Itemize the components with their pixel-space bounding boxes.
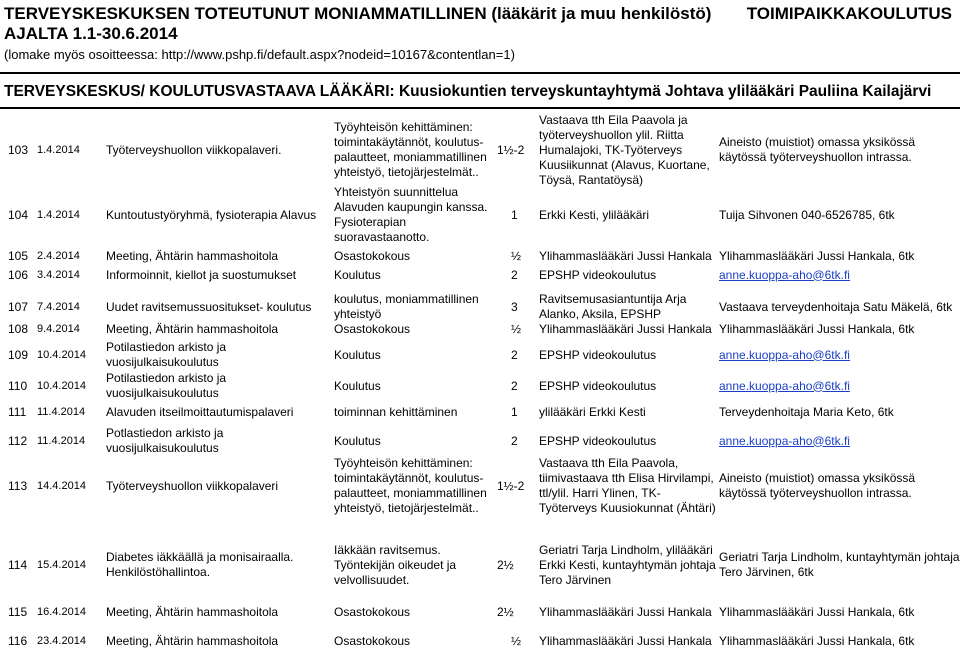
cell-topic: Meeting, Ähtärin hammashoitola <box>106 633 279 648</box>
cell-no: 106 <box>8 267 29 282</box>
cell-contact: Ylihammaslääkäri Jussi Hankala, 6tk <box>719 248 915 263</box>
cell-content: Alavuden kaupungin kanssa. <box>334 200 488 214</box>
cell-topic: Uudet ravitsemussuositukset- koulutus <box>106 299 312 314</box>
cell-hours: ½ <box>511 321 522 336</box>
cell-trainer: ylilääkäri Erkki Kesti <box>539 404 646 419</box>
cell-topic: Henkilöstöhallintoa. <box>106 565 211 579</box>
cell-trainer: työterveyshuollon ylil. Riitta <box>539 127 684 142</box>
cell-topic: vuosijulkaisukoulutus <box>106 386 219 400</box>
section-heading: TERVEYSKESKUS/ KOULUTUSVASTAAVA LÄÄKÄRI: Kuusiokuntien terveyskuntayhtymä Johtava ylilääkäri Pauliina Kailajärvi <box>4 83 932 100</box>
cell-trainer: Humalajoki, TK-Työterveys <box>539 142 683 157</box>
cell-trainer: EPSHP videokoulutus <box>539 267 657 282</box>
cell-hours: ½ <box>511 633 522 648</box>
cell-no: 114 <box>8 557 28 572</box>
cell-contact: Geriatri Tarja Lindholm, kuntayhtymän johtaja <box>719 550 960 564</box>
cell-trainer: Geriatri Tarja Lindholm, ylilääkäri <box>539 542 713 557</box>
cell-topic: vuosijulkaisukoulutus <box>106 355 219 369</box>
cell-content: Työyhteisön kehittäminen: <box>334 120 473 134</box>
cell-trainer: EPSHP videokoulutus <box>539 433 657 448</box>
cell-contact: Aineisto (muistiot) omassa yksikössä <box>719 135 916 149</box>
cell-trainer: ttl/ylil. Harri Ylinen, TK- <box>539 486 661 500</box>
cell-date: 10.4.2014 <box>37 379 86 392</box>
cell-content: Työyhteisön kehittäminen: <box>334 456 473 470</box>
cell-trainer: Töysä, Rantatöysä) <box>539 172 644 187</box>
cell-no: 104 <box>8 207 29 222</box>
cell-contact: käytössä työterveyshuollon intrassa. <box>719 150 912 164</box>
cell-contact: Vastaava terveydenhoitaja Satu Mäkelä, 6tk <box>719 299 953 314</box>
cell-content: koulutus, moniammatillinen <box>334 292 479 306</box>
cell-topic: Meeting, Ähtärin hammashoitola <box>106 248 279 263</box>
cell-trainer: Ylihammaslääkäri Jussi Hankala <box>539 248 712 263</box>
cell-contact[interactable]: anne.kuoppa-aho@6tk.fi <box>719 347 850 362</box>
cell-date: 15.4.2014 <box>37 558 86 571</box>
cell-hours: 1½-2 <box>497 142 525 157</box>
cell-trainer: Vastaava tth Eila Paavola, <box>539 456 679 470</box>
cell-no: 111 <box>8 404 27 419</box>
cell-date: 16.4.2014 <box>37 605 86 618</box>
cell-date: 14.4.2014 <box>37 479 86 492</box>
cell-content: yhteistyö, tietojärjestelmät.. <box>334 501 479 515</box>
cell-trainer: EPSHP videokoulutus <box>539 378 657 393</box>
cell-topic: Potilastiedon arkisto ja <box>106 371 227 385</box>
cell-date: 2.4.2014 <box>37 249 80 262</box>
cell-content: toiminnan kehittäminen <box>334 404 458 419</box>
cell-topic: Meeting, Ähtärin hammashoitola <box>106 321 279 336</box>
page-title-line1: TERVEYSKESKUKSEN TOTEUTUNUT MONIAMMATILLINEN (lääkärit ja muu henkilöstö) <box>4 4 712 23</box>
cell-hours: 2 <box>511 433 518 448</box>
cell-contact: Ylihammaslääkäri Jussi Hankala, 6tk <box>719 321 915 336</box>
cell-date: 23.4.2014 <box>37 634 86 647</box>
cell-hours: 1 <box>511 207 518 222</box>
cell-content: Koulutus <box>334 267 381 282</box>
cell-date: 3.4.2014 <box>37 268 80 281</box>
cell-no: 115 <box>8 604 28 619</box>
cell-no: 105 <box>8 248 29 263</box>
cell-date: 10.4.2014 <box>37 348 86 361</box>
cell-no: 107 <box>8 299 29 314</box>
cell-trainer: Ylihammaslääkäri Jussi Hankala <box>539 633 712 648</box>
cell-trainer: Ylihammaslääkäri Jussi Hankala <box>539 604 712 619</box>
cell-hours: 2 <box>511 347 518 362</box>
cell-trainer: Vastaava tth Eila Paavola ja <box>539 112 688 127</box>
cell-date: 11.4.2014 <box>37 434 86 447</box>
cell-trainer: Ravitsemusasiantuntija Arja <box>539 292 687 306</box>
cell-hours: 3 <box>511 299 518 314</box>
cell-hours: 2½ <box>497 604 514 619</box>
cell-date: 1.4.2014 <box>37 143 80 156</box>
cell-date: 9.4.2014 <box>37 322 80 335</box>
page-title-right: TOIMIPAIKKAKOULUTUS <box>746 4 952 23</box>
cell-content: toimintakäytännöt, koulutus- <box>334 135 484 149</box>
cell-hours: 2 <box>511 267 518 282</box>
cell-content: Koulutus <box>334 433 381 448</box>
cell-content: Yhteistyön suunnittelua <box>334 185 459 199</box>
header-rule-top <box>0 72 960 74</box>
cell-topic: vuosijulkaisukoulutus <box>106 441 219 455</box>
cell-trainer: Erkki Kesti, ylilääkäri <box>539 207 650 222</box>
cell-date: 7.4.2014 <box>37 300 80 313</box>
cell-content: palautteet, moniammatillinen <box>334 150 487 164</box>
cell-topic: Meeting, Ähtärin hammashoitola <box>106 604 279 619</box>
cell-contact[interactable]: anne.kuoppa-aho@6tk.fi <box>719 433 850 448</box>
cell-topic: Työterveyshuollon viikkopalaveri <box>106 478 279 493</box>
cell-hours: ½ <box>511 248 522 263</box>
cell-content: Osastokokous <box>334 604 411 619</box>
cell-contact: Ylihammaslääkäri Jussi Hankala, 6tk <box>719 633 915 648</box>
cell-no: 112 <box>8 433 28 448</box>
cell-trainer: Ylihammaslääkäri Jussi Hankala <box>539 321 712 336</box>
cell-hours: 2½ <box>497 557 514 572</box>
cell-content: Osastokokous <box>334 321 411 336</box>
cell-content: Osastokokous <box>334 633 411 648</box>
cell-trainer: Työterveys Kuusiokunnat (Ähtäri) <box>539 501 716 515</box>
cell-trainer: Erkki Kesti, kuntayhtymän johtaja <box>539 557 716 572</box>
cell-topic: Potlastiedon arkisto ja <box>106 426 224 440</box>
cell-hours: 1½-2 <box>497 478 525 493</box>
cell-no: 108 <box>8 321 29 336</box>
cell-content: velvollisuudet. <box>334 572 410 587</box>
cell-content: Osastokokous <box>334 248 411 263</box>
page-title-line2: AJALTA 1.1-30.6.2014 <box>4 24 178 43</box>
cell-contact[interactable]: anne.kuoppa-aho@6tk.fi <box>719 378 850 393</box>
cell-contact[interactable]: anne.kuoppa-aho@6tk.fi <box>719 267 850 282</box>
cell-content: Koulutus <box>334 378 381 393</box>
cell-content: yhteistyö <box>334 307 382 321</box>
cell-topic: Työterveyshuollon viikkopalaveri. <box>106 142 282 157</box>
cell-trainer: Kuusiikunnat (Alavus, Kuortane, <box>539 157 710 172</box>
cell-content: Fysioterapian <box>334 215 407 229</box>
cell-contact: käytössä työterveyshuollon intrassa. <box>719 486 912 500</box>
cell-topic: Potilastiedon arkisto ja <box>106 340 227 354</box>
cell-contact: Tero Järvinen, 6tk <box>719 565 814 579</box>
form-url-note: (lomake myös osoitteessa: http://www.pshp.fi/default.aspx?nodeid=10167&contentlan=1) <box>4 47 515 62</box>
cell-contact: Aineisto (muistiot) omassa yksikössä <box>719 471 916 485</box>
cell-no: 110 <box>8 378 28 393</box>
cell-hours: 2 <box>511 378 518 393</box>
cell-trainer: tiimivastaava tth Elisa Hirvilampi, <box>539 471 714 485</box>
cell-trainer: Tero Järvinen <box>539 572 612 587</box>
header-rule-bottom <box>0 107 960 109</box>
cell-trainer: Alanko, Aksila, EPSHP <box>539 307 662 321</box>
cell-contact: Tuija Sihvonen 040-6526785, 6tk <box>719 207 895 222</box>
cell-contact: Terveydenhoitaja Maria Keto, 6tk <box>719 404 894 419</box>
cell-topic: Diabetes iäkkäällä ja monisairaalla. <box>106 550 294 564</box>
cell-topic: Alavuden itseilmoittautumispalaveri <box>106 404 294 419</box>
cell-content: Koulutus <box>334 347 381 362</box>
cell-topic: Kuntoutustyöryhmä, fysioterapia Alavus <box>106 207 317 222</box>
cell-content: yhteistyö, tietojärjestelmät.. <box>334 165 479 179</box>
cell-date: 11.4.2014 <box>37 405 86 418</box>
cell-no: 109 <box>8 347 29 362</box>
cell-date: 1.4.2014 <box>37 208 80 221</box>
cell-topic: Informoinnit, kiellot ja suostumukset <box>106 267 297 282</box>
cell-no: 103 <box>8 142 29 157</box>
cell-content: suoravastaanotto. <box>334 230 430 244</box>
cell-content: Työntekijän oikeudet ja <box>334 557 457 572</box>
cell-trainer: EPSHP videokoulutus <box>539 347 657 362</box>
cell-content: toimintakäytännöt, koulutus- <box>334 471 484 485</box>
cell-content: Iäkkään ravitsemus. <box>334 542 441 557</box>
cell-no: 116 <box>8 633 28 648</box>
cell-content: palautteet, moniammatillinen <box>334 486 487 500</box>
cell-no: 113 <box>8 478 28 493</box>
cell-hours: 1 <box>511 404 518 419</box>
cell-contact: Ylihammaslääkäri Jussi Hankala, 6tk <box>719 604 915 619</box>
